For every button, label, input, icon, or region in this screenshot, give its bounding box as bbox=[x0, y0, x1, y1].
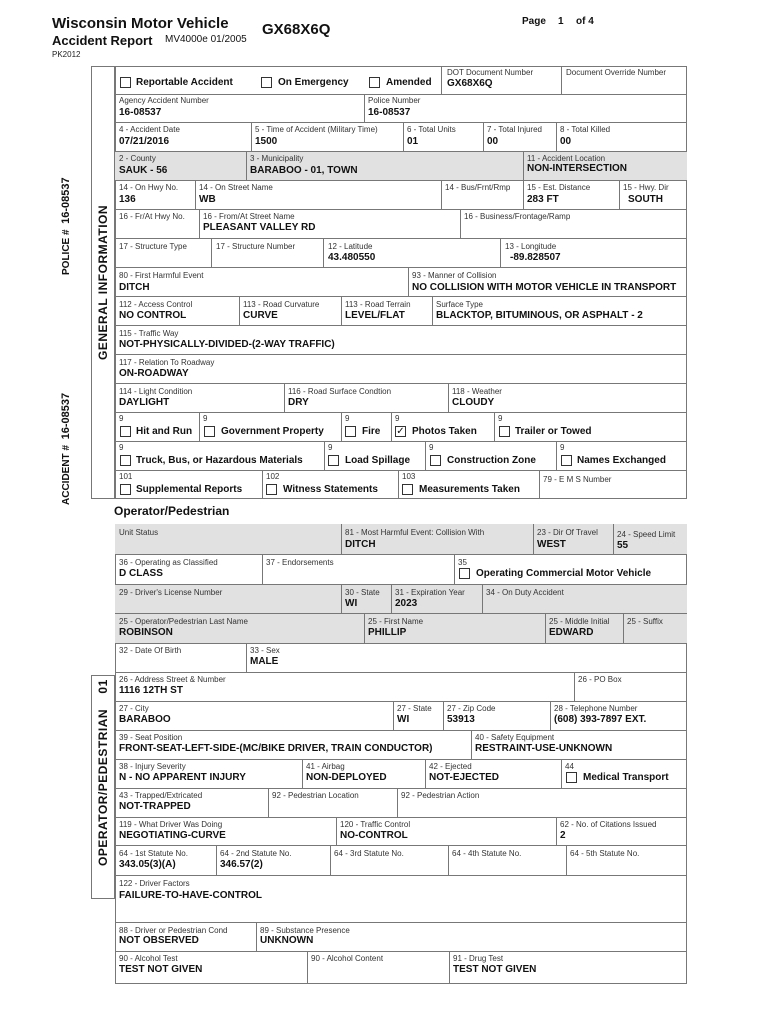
load-spillage-checkbox[interactable] bbox=[328, 455, 339, 466]
license-state-label: 30 - State bbox=[345, 588, 380, 597]
supplemental-label: Supplemental Reports bbox=[136, 484, 243, 495]
total-injured: 00 bbox=[487, 136, 499, 147]
hit-and-run-checkbox[interactable] bbox=[120, 426, 131, 437]
ped-location-label: 92 - Pedestrian Location bbox=[272, 791, 359, 800]
expiration-year: 2023 bbox=[395, 598, 418, 609]
last-name-label: 25 - Operator/Pedestrian Last Name bbox=[119, 617, 248, 626]
onstreet-label: 14 - On Street Name bbox=[199, 183, 273, 192]
driver-condition: NOT OBSERVED bbox=[119, 935, 199, 946]
dot-doc-value: GX68X6Q bbox=[447, 78, 493, 89]
statute3-label: 64 - 3rd Statute No. bbox=[334, 849, 404, 858]
city-label: 27 - City bbox=[119, 704, 149, 713]
accident-time: 1500 bbox=[255, 136, 278, 147]
witness-label: Witness Statements bbox=[283, 484, 378, 495]
factors-label: 122 - Driver Factors bbox=[119, 879, 190, 888]
substance-label: 89 - Substance Presence bbox=[260, 926, 350, 935]
fromstreet-label: 16 - From/At Street Name bbox=[203, 212, 295, 221]
amended-label: Amended bbox=[386, 77, 432, 88]
statute4-label: 64 - 4th Statute No. bbox=[452, 849, 522, 858]
pk-code: PK2012 bbox=[52, 50, 81, 59]
road-terrain: LEVEL/FLAT bbox=[345, 310, 405, 321]
airbag-label: 41 - Airbag bbox=[306, 762, 345, 771]
injury-severity: N - NO APPARENT INJURY bbox=[119, 772, 246, 783]
curvature-label: 113 - Road Curvature bbox=[243, 300, 320, 309]
ejected-label: 42 - Ejected bbox=[429, 762, 472, 771]
expiration-label: 31 - Expiration Year bbox=[395, 588, 465, 597]
sex: MALE bbox=[250, 656, 279, 667]
general-info-label: GENERAL INFORMATION bbox=[96, 204, 110, 360]
accident-number-side: ACCIDENT # 16-08537 bbox=[60, 392, 72, 505]
frathwy-label: 16 - Fr/At Hwy No. bbox=[119, 212, 185, 221]
medical-transport-label: Medical Transport bbox=[583, 772, 669, 783]
commercial-vehicle-checkbox[interactable] bbox=[459, 568, 470, 579]
injury-label: 38 - Injury Severity bbox=[119, 762, 186, 771]
page-total: of 4 bbox=[576, 16, 594, 27]
construction-zone-checkbox[interactable] bbox=[430, 455, 441, 466]
trailer-towed-label: Trailer or Towed bbox=[515, 426, 592, 437]
names-exchanged-label: Names Exchanged bbox=[577, 455, 666, 466]
doc-override-label: Document Override Number bbox=[566, 68, 667, 77]
phone-label: 28 - Telephone Number bbox=[554, 704, 638, 713]
dob-label: 32 - Date Of Birth bbox=[119, 646, 182, 655]
hwy-dir: SOUTH bbox=[628, 194, 663, 205]
on-emergency-label: On Emergency bbox=[278, 77, 349, 88]
total-killed: 00 bbox=[560, 136, 572, 147]
page-number: 1 bbox=[558, 16, 564, 27]
structtype-label: 17 - Structure Type bbox=[119, 242, 187, 251]
city: BARABOO bbox=[119, 714, 171, 725]
safety-label: 40 - Safety Equipment bbox=[475, 733, 555, 742]
reportable-checkbox[interactable] bbox=[120, 77, 131, 88]
classified-label: 36 - Operating as Classified bbox=[119, 558, 218, 567]
middle-label: 25 - Middle Initial bbox=[549, 617, 610, 626]
speed-limit-label: 24 - Speed Limit bbox=[617, 530, 676, 539]
operator-section-title: Operator/Pedestrian bbox=[114, 504, 230, 518]
time-label: 5 - Time of Accident (Military Time) bbox=[255, 125, 378, 134]
distance-label: 15 - Est. Distance bbox=[527, 183, 591, 192]
supplemental-checkbox[interactable] bbox=[120, 484, 131, 495]
relation-label: 117 - Relation To Roadway bbox=[119, 358, 215, 367]
weather-label: 118 - Weather bbox=[452, 387, 502, 396]
ped-action-label: 92 - Pedestrian Action bbox=[401, 791, 480, 800]
access-label: 112 - Access Control bbox=[119, 300, 193, 309]
most-harmful-label: 81 - Most Harmful Event: Collision With bbox=[345, 528, 485, 537]
units-label: 6 - Total Units bbox=[407, 125, 456, 134]
surface-type: BLACKTOP, BITUMINOUS, OR ASPHALT - 2 bbox=[436, 310, 643, 321]
amended-checkbox[interactable] bbox=[369, 77, 380, 88]
trafficway-label: 115 - Traffic Way bbox=[119, 329, 179, 338]
hwydir-label: 15 - Hwy. Dir bbox=[623, 183, 669, 192]
alcohol-content-label: 90 - Alcohol Content bbox=[311, 954, 384, 963]
on-duty-label: 34 - On Duty Accident bbox=[486, 588, 564, 597]
date-label: 4 - Accident Date bbox=[119, 125, 180, 134]
form-title: Wisconsin Motor Vehicle bbox=[52, 15, 229, 32]
drug-test-label: 91 - Drug Test bbox=[453, 954, 504, 963]
form-subtitle: Accident Report bbox=[52, 33, 153, 48]
fire-label: Fire bbox=[362, 426, 381, 437]
killed-label: 8 - Total Killed bbox=[560, 125, 611, 134]
unit-status-label: Unit Status bbox=[119, 528, 159, 537]
statute5-label: 64 - 5th Statute No. bbox=[570, 849, 640, 858]
suffix-label: 25 - Suffix bbox=[627, 617, 663, 626]
names-exchanged-checkbox[interactable] bbox=[561, 455, 572, 466]
first-name-label: 25 - First Name bbox=[368, 617, 424, 626]
trailer-towed-checkbox[interactable] bbox=[499, 426, 510, 437]
zip-label: 27 - Zip Code bbox=[447, 704, 496, 713]
driver-doing: NEGOTIATING-CURVE bbox=[119, 830, 226, 841]
accident-location: NON-INTERSECTION bbox=[527, 163, 627, 174]
license-label: 29 - Driver's License Number bbox=[119, 588, 223, 597]
weather: CLOUDY bbox=[452, 397, 495, 408]
statute1-label: 64 - 1st Statute No. bbox=[119, 849, 188, 858]
safety-equipment: RESTRAINT-USE-UNKNOWN bbox=[475, 743, 613, 754]
on-emergency-checkbox[interactable] bbox=[261, 77, 272, 88]
citations: 2 bbox=[560, 830, 566, 841]
fire-checkbox[interactable] bbox=[345, 426, 356, 437]
medical-transport-checkbox[interactable] bbox=[566, 772, 577, 783]
doc-code: GX68X6Q bbox=[262, 21, 331, 38]
airbag: NON-DEPLOYED bbox=[306, 772, 387, 783]
on-hwy: 136 bbox=[119, 194, 136, 205]
drug-test: TEST NOT GIVEN bbox=[453, 964, 537, 975]
seat-label: 39 - Seat Position bbox=[119, 733, 183, 742]
first-harmful-event: DITCH bbox=[119, 282, 150, 293]
measurements-label: Measurements Taken bbox=[419, 484, 520, 495]
longitude: -89.828507 bbox=[510, 252, 561, 263]
operating-class: D CLASS bbox=[119, 568, 163, 579]
photos-taken-checkbox[interactable]: ✓ bbox=[396, 426, 405, 437]
doing-label: 119 - What Driver Was Doing bbox=[119, 820, 223, 829]
sex-label: 33 - Sex bbox=[250, 646, 280, 655]
police-number-label: Police Number bbox=[368, 96, 421, 105]
total-units: 01 bbox=[407, 136, 419, 147]
witness-checkbox[interactable] bbox=[266, 484, 277, 495]
light-condition: DAYLIGHT bbox=[119, 397, 170, 408]
road-curvature: CURVE bbox=[243, 310, 278, 321]
driver-factors: FAILURE-TO-HAVE-CONTROL bbox=[119, 890, 262, 901]
middle-name: EDWARD bbox=[549, 627, 594, 638]
longitude-label: 13 - Longitude bbox=[505, 242, 557, 251]
police-number: 16-08537 bbox=[368, 107, 411, 118]
accident-date: 07/21/2016 bbox=[119, 136, 170, 147]
hit-and-run-label: Hit and Run bbox=[136, 426, 193, 437]
light-label: 114 - Light Condition bbox=[119, 387, 193, 396]
first-name: PHILLIP bbox=[368, 627, 407, 638]
terrain-label: 113 - Road Terrain bbox=[345, 300, 411, 309]
alcohol-test: TEST NOT GIVEN bbox=[119, 964, 203, 975]
address-label: 26 - Address Street & Number bbox=[119, 675, 226, 684]
dir-travel: WEST bbox=[537, 539, 566, 550]
latitude: 43.480550 bbox=[328, 252, 376, 263]
road-surface: DRY bbox=[288, 397, 309, 408]
est-distance: 283 FT bbox=[527, 194, 559, 205]
manner-of-collision: NO COLLISION WITH MOTOR VEHICLE IN TRANSPORT bbox=[412, 282, 677, 293]
municipality: BARABOO - 01, TOWN bbox=[250, 165, 358, 176]
roadsurface-label: 116 - Road Surface Condtion bbox=[288, 387, 392, 396]
address: 1116 12TH ST bbox=[119, 685, 183, 696]
police-number-side: POLICE # 16-08537 bbox=[60, 177, 72, 275]
substance: UNKNOWN bbox=[260, 935, 314, 946]
citations-label: 62 - No. of Citations Issued bbox=[560, 820, 657, 829]
gov-property-label: Government Property bbox=[221, 426, 324, 437]
traffic-control-label: 120 - Traffic Control bbox=[340, 820, 411, 829]
trapped: NOT-TRAPPED bbox=[119, 801, 191, 812]
location-label: 11 - Accident Location bbox=[527, 154, 606, 163]
latitude-label: 12 - Latitude bbox=[328, 242, 373, 251]
structnum-label: 17 - Structure Number bbox=[216, 242, 296, 251]
access-control: NO CONTROL bbox=[119, 310, 187, 321]
state: WI bbox=[397, 714, 410, 725]
traffic-control: NO-CONTROL bbox=[340, 830, 408, 841]
manner-label: 93 - Manner of Collision bbox=[412, 271, 497, 280]
seat-position: FRONT-SEAT-LEFT-SIDE-(MC/BIKE DRIVER, TRAIN CONDUCTOR) bbox=[119, 743, 433, 754]
first-harmful-label: 80 - First Harmful Event bbox=[119, 271, 204, 280]
operator-side-label: OPERATOR/PEDESTRIAN 01 bbox=[96, 679, 110, 866]
county-label: 2 - County bbox=[119, 154, 156, 163]
phone: (608) 393-7897 EXT. bbox=[554, 714, 647, 725]
municipality-label: 3 - Municipality bbox=[250, 154, 304, 163]
from-street: PLEASANT VALLEY RD bbox=[203, 222, 316, 233]
statute1: 343.05(3)(A) bbox=[119, 859, 176, 870]
state-label: 27 - State bbox=[397, 704, 432, 713]
injured-label: 7 - Total Injured bbox=[487, 125, 542, 134]
page-label: Page bbox=[522, 16, 546, 27]
onhwy-label: 14 - On Hwy No. bbox=[119, 183, 179, 192]
agency-number: 16-08537 bbox=[119, 107, 162, 118]
pobox-label: 26 - PO Box bbox=[578, 675, 622, 684]
trapped-label: 43 - Trapped/Extricated bbox=[119, 791, 203, 800]
measurements-checkbox[interactable] bbox=[402, 484, 413, 495]
county: SAUK - 56 bbox=[119, 165, 168, 176]
statute2-label: 64 - 2nd Statute No. bbox=[220, 849, 292, 858]
ejected: NOT-EJECTED bbox=[429, 772, 500, 783]
gov-property-checkbox[interactable] bbox=[204, 426, 215, 437]
most-harmful-event: DITCH bbox=[345, 539, 376, 550]
last-name: ROBINSON bbox=[119, 627, 173, 638]
alcohol-test-label: 90 - Alcohol Test bbox=[119, 954, 178, 963]
relation-roadway: ON-ROADWAY bbox=[119, 368, 189, 379]
truck-hazmat-label: Truck, Bus, or Hazardous Materials bbox=[136, 455, 303, 466]
license-state: WI bbox=[345, 598, 358, 609]
construction-zone-label: Construction Zone bbox=[447, 455, 536, 466]
ems-label: 79 - E M S Number bbox=[543, 475, 612, 484]
trafficway: NOT-PHYSICALLY-DIVIDED-(2-WAY TRAFFIC) bbox=[119, 339, 335, 350]
load-spillage-label: Load Spillage bbox=[345, 455, 411, 466]
form-number: MV4000e 01/2005 bbox=[165, 34, 247, 45]
busrmp-label: 14 - Bus/Frnt/Rmp bbox=[445, 183, 511, 192]
reportable-label: Reportable Accident bbox=[136, 77, 233, 88]
surface-label: Surface Type bbox=[436, 300, 483, 309]
on-street: WB bbox=[199, 194, 216, 205]
endorsements-label: 37 - Endorsements bbox=[266, 558, 334, 567]
speed-limit: 55 bbox=[617, 540, 629, 551]
statute2: 346.57(2) bbox=[220, 859, 263, 870]
commercial-vehicle-label: Operating Commercial Motor Vehicle bbox=[476, 568, 652, 579]
zip-code: 53913 bbox=[447, 714, 475, 725]
business-label: 16 - Business/Frontage/Ramp bbox=[464, 212, 571, 221]
cond-label: 88 - Driver or Pedestrian Cond bbox=[119, 926, 228, 935]
photos-taken-label: Photos Taken bbox=[412, 426, 477, 437]
dir-travel-label: 23 - Dir Of Travel bbox=[537, 528, 598, 537]
agency-number-label: Agency Accident Number bbox=[119, 96, 209, 105]
truck-hazmat-checkbox[interactable] bbox=[120, 455, 131, 466]
dot-doc-label: DOT Document Number bbox=[447, 68, 534, 77]
